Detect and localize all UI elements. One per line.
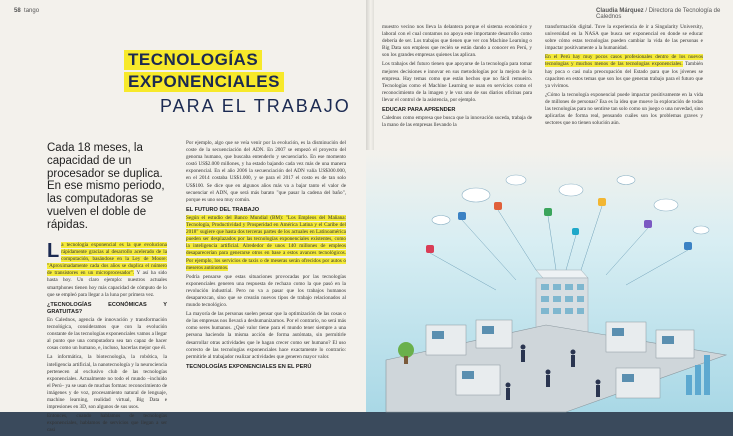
subheading: EL FUTURO DEL TRABAJO: [186, 206, 260, 213]
article-column-4: [545, 24, 703, 129]
byline-name: Claudia Márquez: [596, 8, 644, 14]
page-header-left: [14, 8, 39, 14]
paragraph: Entonces, cuando hablamos de tecnologías exponenciales, hablamos de servicios que llegan a ser casi: [47, 413, 167, 434]
paragraph: También hay poca o casi nula preocupación del Estado para que los jóvenes se capaciten en estos temas que son los que generan trabajo para el futuro que ya vivimos.: [545, 61, 704, 89]
paragraph: Calednos como empresa que busca que la innovación suceda, trabaja de la mano de las empresas llevando la: [382, 115, 532, 129]
subheading: ¿TECNOLOGÍAS ECONÓMICAS Y GRATUITAS?: [47, 301, 167, 315]
paragraph: Por ejemplo, algo que se veía venir por la evolución, es la disminución del coste de la secuenciación del ADN. En 2007 se empezó el proyecto del genoma humano, que buscaba entenderlo y secuenciarlo. En ese momento costó US$2.000 millones, y ha estado bajando cada vez más de una manera exponencial. En el año 2006 la secuenciación del ADN valía US$300.000, en el 2014 costaba US$1.000, y se para el 2017 el costo es de tan solo US$100. Se dice que en algunos años más va a bajar tanto el valor de secuenciar el ADN, que será más barato "que pasar la cadena del baño", porque es uno sea muy común.: [186, 140, 346, 203]
paragraph: En Calednos, agencia de innovación y transformación tecnológica, consideramos que con la evolución constante de las tecnologías exponenciales vamos a llegar al punto que una computadora sea tan capaz de hacer cosas como un humano, e, incluso, hacerlas mejor que él.: [47, 316, 167, 352]
article-column-1: [47, 242, 167, 436]
drop-cap: L: [47, 240, 60, 262]
byline-role: / Directora de Tecnología de Calednos: [596, 8, 721, 20]
subheading: TECNOLOGÍAS EXPONENCIALES EN EL PERÚ: [186, 363, 312, 370]
highlighted-paragraph: Según el estudio del Banco Mundial (BM): "Los Empleos del Mañana: Tecnología, Productividad y Prosperidad en América Latina y el Caribe del 2018" sugiere que hasta dos terceras partes de los actuales en Latinoamérica pueden ser desplazados por las tecnologías exponenciales existentes, como la inteligencia artificial. Alrededor de unos 140 millones de empleos desaparecerían para generarse otros en base a estos avances tecnológicos. Por ejemplo, los servicios de taxis o de meseras serán ofrecidos por autos o meseros autónomos.: [186, 214, 346, 271]
lead-text: Cada 18 meses, la capacidad de un procesador se duplica. En ese mismo periodo, las computadoras se vuelven el doble de rápidas.: [47, 142, 165, 231]
paragraph: Podría pensarse que estas situaciones provocadas por las tecnologías exponenciales generen una respuesta de rechazo como la que pasó en la revolución industrial. Pero no va a pasar que los trabajos humanos desaparezcan, sino que se crearán nuevos tipos de trabajo relacionados al mundo tecnológico.: [186, 273, 346, 309]
title-line-1: TECNOLOGÍAS: [124, 50, 262, 70]
paragraph: ¿Cómo la tecnología exponencial puede impactar positivamente en la vida de millones de personas? Esa es la idea que mueve la exploración de todas las tecnologías para no sentirse tan solo como un juego o una novedad, sino aplicarlas de forma real, pensando cuáles son los problemas graves y sectores que no tienen solución aún.: [545, 91, 703, 127]
paragraph: Y así ha sido hasta hoy. Un claro ejemplo: nuestros actuales smartphones tienen hoy más capacidad de cómputo de lo que se empleó para llegar a la luna por primera vez.: [47, 270, 167, 298]
paragraph: Los trabajos del futuro tienen que apoyarse de la tecnología para tomar mejores decisiones e innovar en sus metodologías por la mejora de la empresa. Hay temas como que están hechos que no fácil remueiro. Tecnologías como el Machine Learning se usan en servicios como el reconocimiento de la imagen y le voz uno de sus diarios oficinas para llevar el control de la asistencia, por ejemplo.: [382, 61, 532, 103]
title-line-2: EXPONENCIALES: [124, 72, 284, 92]
section-label: tango: [24, 8, 40, 14]
highlighted-paragraph: a tecnología exponencial es la que evoluciona rápidamente gracias al desarrollo acelerado de la computación, basándose en la Ley de Moore: "Aproximadamente cada dos años se duplica el número de transistores en un microprocesador".: [47, 242, 167, 277]
highlighted-paragraph: En el Perú hay muy pocos casos profesionales dentro de los nuevos tecnologías y muchos menos de las tecnologías exponenciales.: [545, 54, 703, 68]
isometric-illustration: [366, 150, 733, 412]
article-column-2: [186, 140, 346, 372]
paragraph: La informática, la biotecnología, la robótica, la inteligencia artificial, la nanotecnología y la neurociencia pertenecen al exclusivo club de las tecnologías exponenciales. Actualmente no todo el mundo –incluido el Perú– ya se usan de muchas formas: reconocimiento de imágenes y de voz, procesamiento natural de lenguaje, machine learning, realidad virtual, Big Data e impresiones en 3D, son algunos de sus usos.: [47, 354, 167, 411]
article-column-3: [382, 24, 532, 131]
title-line-3: PARA EL TRABAJO: [160, 96, 351, 116]
page-header-right: [596, 8, 733, 20]
paragraph: transformación digital. Tuve la experiencia de ir a Singularity University, universidad en la NASA que busca ser exponencial en donde se educar sobre cómo estas tecnologías pueden cambiar la vida de las personas e impactar positivamente a la humanidad.: [545, 24, 703, 52]
page-number: 58: [14, 8, 21, 14]
paragraph: muestro vecino nos lleva la delantera porque el sistema económico y laboral con el cual contamos no apoya este importante desarrollo como debería de ser. Los trabajos que tienen que ver con Machine Learning o Big Data son empleos que recién se están dando a conocer en Perú, y son los grandes empresas quienes las aplican.: [382, 24, 532, 59]
paragraph: La mayoría de las personas suelen pensar que la optimización de las cosas o de las empresas nos llevará a deshumanizarnos. Por el contrario, no será más como seres humanos. ¿Qué valor tiene para el mundo tener siempre a una persona haciendo la misma acción de forma autómata, sin permitirle desarrollar otras actividades que le hagan crecer como ser humano? El uso correcto de las tecnologías exponenciales hace exactamente lo contrario: permitirle al trabajador realizar actividades que generen mayor valor.: [186, 311, 346, 360]
subheading: EDUCAR PARA APRENDER: [382, 107, 456, 114]
